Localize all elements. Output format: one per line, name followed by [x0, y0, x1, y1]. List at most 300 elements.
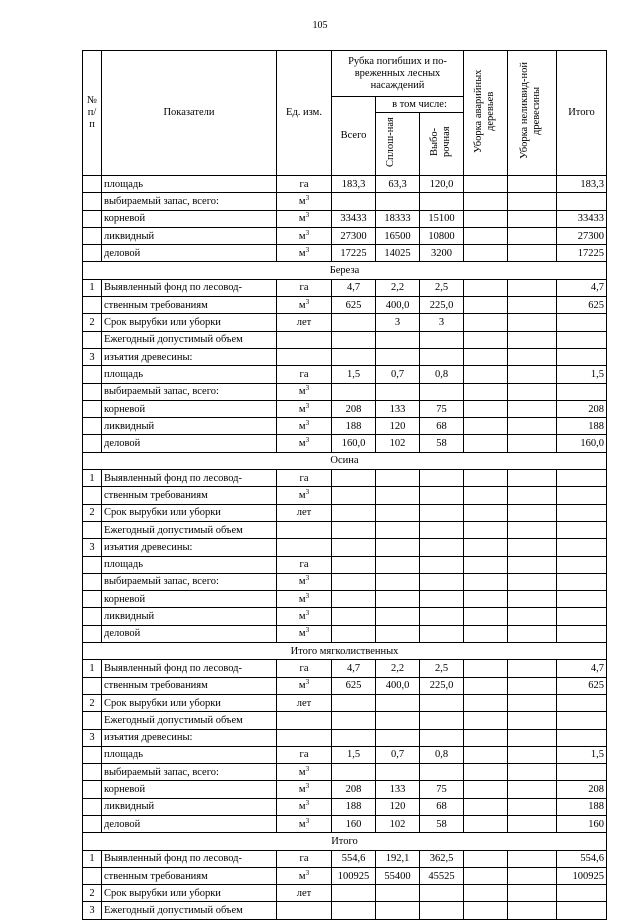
table-row: [83, 210, 607, 227]
cell-illiquid: [508, 487, 557, 504]
cell-emergency: [464, 764, 508, 781]
table-row: [83, 521, 607, 538]
header-emergency-trees: Уборка аварийных деревьев: [464, 51, 508, 176]
cell-total: [332, 591, 376, 608]
felling-table: [82, 50, 607, 920]
table-row: [83, 573, 607, 590]
row-num: [83, 815, 102, 832]
cell-clear: [376, 539, 420, 556]
cell-total: 183,3: [332, 176, 376, 193]
cell-total: 4,7: [332, 660, 376, 677]
row-unit: [277, 556, 332, 573]
row-unit: [277, 798, 332, 815]
cell-clear: [376, 712, 420, 729]
table-row: [83, 504, 607, 521]
cell-total: [332, 694, 376, 711]
cell-clear: [376, 193, 420, 210]
cell-illiquid: [508, 245, 557, 262]
cell-emergency: [464, 781, 508, 798]
cell-selective: 58: [420, 815, 464, 832]
unit-text: м: [298, 870, 306, 882]
unit-text: м: [298, 230, 306, 242]
cell-emergency: [464, 366, 508, 383]
cell-emergency: [464, 815, 508, 832]
row-label: выбираемый запас, всего:: [102, 383, 277, 400]
header-indicator: Показатели: [102, 51, 277, 176]
cell-illiquid: [508, 660, 557, 677]
cell-clear: [376, 764, 420, 781]
row-label: ственным требованиям: [102, 867, 277, 884]
cell-clear: [376, 608, 420, 625]
cell-total: 1,5: [332, 366, 376, 383]
table-row: [83, 694, 607, 711]
cell-total: 188: [332, 798, 376, 815]
section-row: [83, 452, 607, 469]
cell-total: 554,6: [332, 850, 376, 867]
table-row: [83, 660, 607, 677]
unit-superscript: 3: [305, 211, 310, 220]
cell-illiquid: [508, 885, 557, 902]
row-unit: [277, 694, 332, 711]
cell-illiquid: [508, 297, 557, 314]
cell-emergency: [464, 435, 508, 452]
cell-total: [332, 521, 376, 538]
row-unit: [277, 210, 332, 227]
table-row: [83, 245, 607, 262]
row-unit: [277, 331, 332, 348]
row-label: Срок вырубки или уборки: [102, 694, 277, 711]
cell-illiquid: [508, 798, 557, 815]
unit-superscript: 3: [305, 799, 310, 808]
cell-clear: [376, 470, 420, 487]
row-num: [83, 176, 102, 193]
cell-illiquid: [508, 729, 557, 746]
row-num: 2: [83, 885, 102, 902]
cell-selective: 75: [420, 400, 464, 417]
row-label: ликвидный: [102, 227, 277, 244]
cell-itogo: 208: [557, 781, 607, 798]
cell-emergency: [464, 176, 508, 193]
cell-selective: [420, 729, 464, 746]
row-unit: [277, 487, 332, 504]
table-row: [83, 366, 607, 383]
cell-itogo: 27300: [557, 227, 607, 244]
row-num: 3: [83, 729, 102, 746]
cell-emergency: [464, 677, 508, 694]
row-unit: [277, 418, 332, 435]
unit-superscript: 3: [305, 384, 310, 393]
cell-emergency: [464, 314, 508, 331]
unit-text: м: [298, 766, 306, 778]
unit-superscript: 3: [305, 816, 310, 825]
unit-superscript: 3: [305, 228, 310, 237]
unit-text: лет: [296, 697, 312, 709]
cell-itogo: [557, 314, 607, 331]
table-row: [83, 677, 607, 694]
section-row: [83, 643, 607, 660]
cell-illiquid: [508, 539, 557, 556]
table-row: [83, 556, 607, 573]
unit-text: м: [298, 593, 306, 605]
row-unit: [277, 176, 332, 193]
cell-itogo: [557, 712, 607, 729]
table-row: [83, 867, 607, 884]
row-num: [83, 677, 102, 694]
cell-clear: [376, 556, 420, 573]
cell-emergency: [464, 418, 508, 435]
cell-clear: 2,2: [376, 279, 420, 296]
cell-illiquid: [508, 815, 557, 832]
row-unit: [277, 815, 332, 832]
row-num: 3: [83, 902, 102, 919]
row-label: площадь: [102, 556, 277, 573]
cell-illiquid: [508, 867, 557, 884]
row-num: 3: [83, 539, 102, 556]
cell-emergency: [464, 400, 508, 417]
cell-total: 17225: [332, 245, 376, 262]
row-label: корневой: [102, 781, 277, 798]
cell-clear: [376, 348, 420, 365]
unit-text: га: [299, 559, 309, 571]
cell-selective: [420, 556, 464, 573]
cell-emergency: [464, 556, 508, 573]
cell-total: [332, 193, 376, 210]
row-unit: [277, 193, 332, 210]
cell-emergency: [464, 210, 508, 227]
cell-selective: [420, 764, 464, 781]
unit-superscript: 3: [305, 193, 310, 202]
cell-emergency: [464, 227, 508, 244]
header-total: Всего: [332, 97, 376, 176]
cell-total: 208: [332, 781, 376, 798]
cell-selective: 2,5: [420, 279, 464, 296]
cell-clear: 133: [376, 400, 420, 417]
unit-text: м: [298, 576, 306, 588]
cell-illiquid: [508, 694, 557, 711]
row-num: 1: [83, 470, 102, 487]
cell-clear: [376, 729, 420, 746]
cell-total: 625: [332, 297, 376, 314]
cell-clear: [376, 521, 420, 538]
unit-superscript: 3: [305, 868, 310, 877]
cell-itogo: 160,0: [557, 435, 607, 452]
cell-total: 208: [332, 400, 376, 417]
cell-selective: [420, 470, 464, 487]
cell-total: 160: [332, 815, 376, 832]
cell-selective: 68: [420, 798, 464, 815]
row-unit: [277, 539, 332, 556]
row-num: [83, 712, 102, 729]
cell-selective: [420, 591, 464, 608]
unit-text: м: [298, 489, 306, 501]
cell-itogo: 183,3: [557, 176, 607, 193]
cell-emergency: [464, 729, 508, 746]
unit-superscript: 3: [305, 436, 310, 445]
row-unit: [277, 608, 332, 625]
row-num: 1: [83, 279, 102, 296]
cell-selective: [420, 625, 464, 642]
cell-clear: 120: [376, 798, 420, 815]
unit-text: лет: [296, 317, 312, 329]
cell-emergency: [464, 660, 508, 677]
unit-text: га: [299, 853, 309, 865]
cell-illiquid: [508, 279, 557, 296]
cell-emergency: [464, 625, 508, 642]
row-label: деловой: [102, 815, 277, 832]
cell-clear: 2,2: [376, 660, 420, 677]
unit-text: м: [298, 438, 306, 450]
cell-selective: 3: [420, 314, 464, 331]
cell-selective: 58: [420, 435, 464, 452]
row-unit: [277, 435, 332, 452]
cell-selective: [420, 608, 464, 625]
header-clear: Сплош-ная: [376, 113, 420, 176]
table-body: [83, 176, 607, 920]
table-row: [83, 850, 607, 867]
cell-itogo: [557, 729, 607, 746]
cell-itogo: 160: [557, 815, 607, 832]
row-num: [83, 418, 102, 435]
cell-itogo: 208: [557, 400, 607, 417]
cell-itogo: [557, 193, 607, 210]
cell-itogo: 554,6: [557, 850, 607, 867]
cell-selective: [420, 487, 464, 504]
unit-text: лет: [296, 887, 312, 899]
unit-superscript: 3: [305, 764, 310, 773]
row-label: ственным требованиям: [102, 677, 277, 694]
table-row: [83, 279, 607, 296]
cell-total: [332, 504, 376, 521]
unit-text: га: [299, 178, 309, 190]
row-num: 2: [83, 504, 102, 521]
cell-selective: 10800: [420, 227, 464, 244]
cell-selective: 3200: [420, 245, 464, 262]
cell-total: [332, 573, 376, 590]
cell-illiquid: [508, 781, 557, 798]
table-row: [83, 331, 607, 348]
row-unit: [277, 625, 332, 642]
cell-selective: [420, 712, 464, 729]
cell-selective: [420, 383, 464, 400]
cell-clear: 16500: [376, 227, 420, 244]
unit-superscript: 3: [305, 487, 310, 496]
row-num: [83, 193, 102, 210]
row-num: [83, 556, 102, 573]
cell-clear: [376, 694, 420, 711]
unit-text: м: [298, 403, 306, 415]
cell-illiquid: [508, 193, 557, 210]
cell-clear: [376, 591, 420, 608]
cell-itogo: [557, 556, 607, 573]
table-row: [83, 625, 607, 642]
row-num: [83, 573, 102, 590]
row-unit: [277, 504, 332, 521]
cell-emergency: [464, 712, 508, 729]
cell-itogo: [557, 764, 607, 781]
unit-text: м: [298, 213, 306, 225]
cell-illiquid: [508, 366, 557, 383]
unit-superscript: 3: [305, 245, 310, 254]
cell-itogo: [557, 591, 607, 608]
cell-total: [332, 331, 376, 348]
cell-clear: 102: [376, 435, 420, 452]
row-unit: [277, 245, 332, 262]
cell-selective: 225,0: [420, 297, 464, 314]
table-row: [83, 764, 607, 781]
row-unit: [277, 297, 332, 314]
table-row: [83, 383, 607, 400]
row-label: Ежегодный допустимый объем: [102, 521, 277, 538]
row-label: ликвидный: [102, 418, 277, 435]
unit-superscript: 3: [305, 574, 310, 583]
cell-itogo: [557, 331, 607, 348]
cell-emergency: [464, 798, 508, 815]
cell-itogo: [557, 608, 607, 625]
cell-itogo: 17225: [557, 245, 607, 262]
table-row: [83, 348, 607, 365]
cell-selective: 362,5: [420, 850, 464, 867]
row-num: [83, 366, 102, 383]
row-num: [83, 608, 102, 625]
cell-total: [332, 885, 376, 902]
section-title: Осина: [83, 452, 607, 469]
cell-clear: 0,7: [376, 366, 420, 383]
table-row: [83, 227, 607, 244]
cell-selective: [420, 573, 464, 590]
unit-text: м: [298, 611, 306, 623]
row-label: Ежегодный допустимый объем: [102, 331, 277, 348]
table-row: [83, 418, 607, 435]
cell-illiquid: [508, 314, 557, 331]
row-unit: [277, 279, 332, 296]
cell-illiquid: [508, 470, 557, 487]
row-label: Срок вырубки или уборки: [102, 314, 277, 331]
table-row: [83, 470, 607, 487]
cell-selective: [420, 694, 464, 711]
row-label: выбираемый запас, всего:: [102, 193, 277, 210]
header-illiquid-wood: Уборка неликвид-ной древесины: [508, 51, 557, 176]
row-num: [83, 746, 102, 763]
cell-itogo: [557, 504, 607, 521]
row-num: [83, 781, 102, 798]
row-unit: [277, 885, 332, 902]
cell-emergency: [464, 521, 508, 538]
row-num: 1: [83, 660, 102, 677]
cell-selective: [420, 885, 464, 902]
cell-emergency: [464, 694, 508, 711]
header-itogo: Итого: [557, 51, 607, 176]
cell-selective: [420, 348, 464, 365]
cell-emergency: [464, 573, 508, 590]
unit-text: м: [298, 680, 306, 692]
cell-clear: [376, 573, 420, 590]
cell-clear: 133: [376, 781, 420, 798]
cell-total: 100925: [332, 867, 376, 884]
unit-text: м: [298, 299, 306, 311]
unit-text: м: [298, 818, 306, 830]
row-num: [83, 297, 102, 314]
row-label: выбираемый запас, всего:: [102, 573, 277, 590]
row-unit: [277, 746, 332, 763]
row-num: [83, 798, 102, 815]
cell-total: [332, 764, 376, 781]
cell-itogo: 100925: [557, 867, 607, 884]
row-label: корневой: [102, 591, 277, 608]
cell-emergency: [464, 539, 508, 556]
row-label: ственным требованиям: [102, 297, 277, 314]
table-row: [83, 435, 607, 452]
cell-clear: 63,3: [376, 176, 420, 193]
row-label: площадь: [102, 746, 277, 763]
row-label: Срок вырубки или уборки: [102, 885, 277, 902]
cell-illiquid: [508, 608, 557, 625]
row-unit: [277, 521, 332, 538]
row-unit: [277, 470, 332, 487]
cell-emergency: [464, 867, 508, 884]
cell-itogo: 1,5: [557, 366, 607, 383]
row-label: выбираемый запас, всего:: [102, 764, 277, 781]
cell-itogo: [557, 539, 607, 556]
cell-emergency: [464, 383, 508, 400]
page-number: 105: [312, 20, 328, 31]
cell-clear: 192,1: [376, 850, 420, 867]
cell-itogo: [557, 470, 607, 487]
table-row: [83, 297, 607, 314]
header-including: в том числе:: [376, 97, 464, 113]
unit-text: га: [299, 282, 309, 294]
table-row: [83, 729, 607, 746]
cell-total: [332, 470, 376, 487]
section-row: [83, 833, 607, 850]
row-unit: [277, 366, 332, 383]
unit-text: га: [299, 368, 309, 380]
cell-illiquid: [508, 764, 557, 781]
cell-emergency: [464, 193, 508, 210]
row-label: Выявленный фонд по лесовод-: [102, 660, 277, 677]
row-num: [83, 521, 102, 538]
row-label: Выявленный фонд по лесовод-: [102, 470, 277, 487]
cell-total: [332, 729, 376, 746]
table-row: [83, 798, 607, 815]
cell-itogo: [557, 885, 607, 902]
cell-total: 160,0: [332, 435, 376, 452]
row-label: деловой: [102, 435, 277, 452]
cell-clear: 120: [376, 418, 420, 435]
table-row: [83, 591, 607, 608]
row-num: [83, 435, 102, 452]
cell-clear: [376, 383, 420, 400]
cell-clear: 18333: [376, 210, 420, 227]
row-label: Выявленный фонд по лесовод-: [102, 279, 277, 296]
row-num: [83, 591, 102, 608]
cell-clear: 14025: [376, 245, 420, 262]
unit-text: м: [298, 420, 306, 432]
row-label: площадь: [102, 366, 277, 383]
cell-emergency: [464, 591, 508, 608]
table-row: [83, 193, 607, 210]
unit-text: м: [298, 784, 306, 796]
cell-itogo: [557, 573, 607, 590]
unit-text: лет: [296, 507, 312, 519]
cell-total: [332, 383, 376, 400]
cell-total: [332, 314, 376, 331]
cell-clear: 400,0: [376, 677, 420, 694]
cell-illiquid: [508, 504, 557, 521]
cell-selective: 225,0: [420, 677, 464, 694]
cell-selective: [420, 331, 464, 348]
row-label: Ежегодный допустимый объем: [102, 712, 277, 729]
cell-illiquid: [508, 573, 557, 590]
